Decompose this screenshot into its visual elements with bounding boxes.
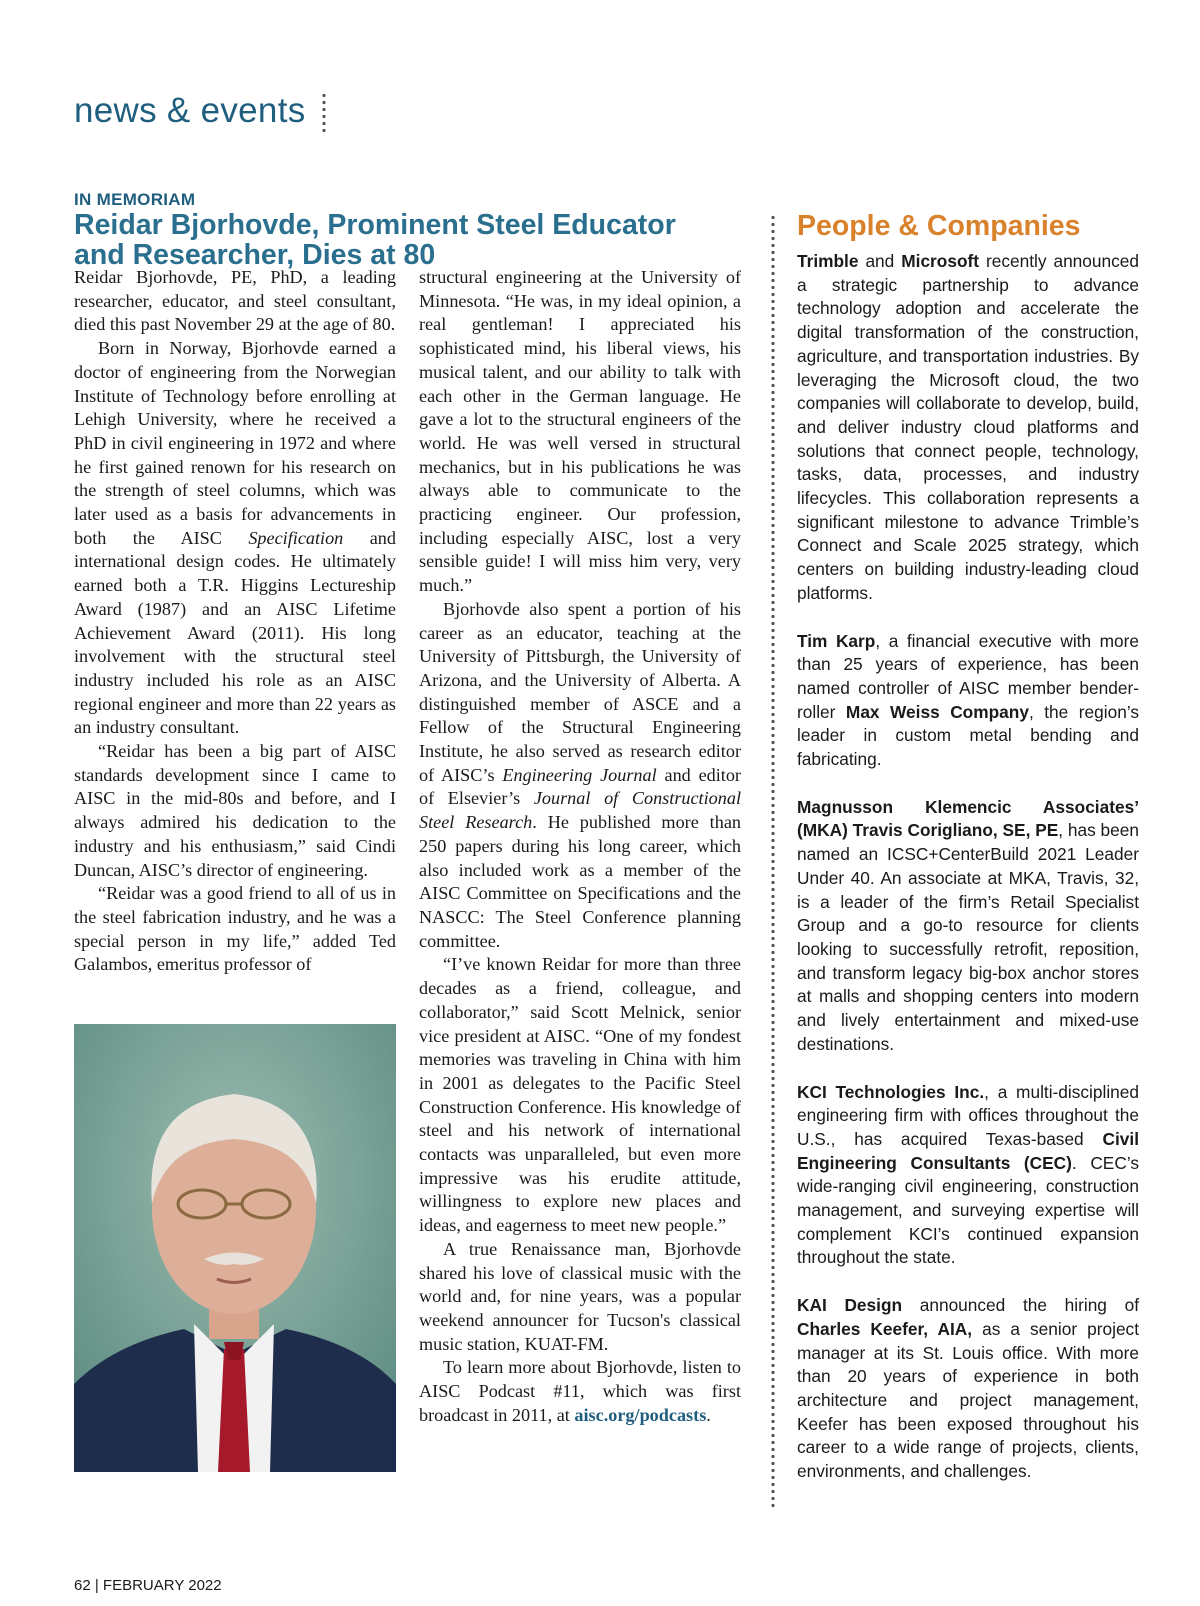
article-headline: Reidar Bjorhovde, Prominent Steel Educator and Researcher, Dies at 80 <box>74 209 676 271</box>
sidebar-item: KCI Technologies Inc., a multi-disciplined engineering firm with offices throughout the U.S., has acquired Texas-based Civil Engineering Consultants (CEC). CEC’s wide-ranging civil engineering, construction management, and surveying expertise will complement KCI’s continued expansion throughout the state. <box>797 1081 1139 1268</box>
section-dots-divider <box>322 92 326 136</box>
article-paragraph: A true Renaissance man, Bjorhovde shared his love of classical music with the world and, for nine years, was a popular weekend announcer for Tucson's classical music station, KUAT-FM. <box>419 1238 741 1354</box>
article-paragraph: “Reidar has been a big part of AISC standards development since I came to AISC in the mid-80s and before, and I always admired his dedication to the industry and his enthusiasm,” said Cindi Duncan, AISC’s director of engineering. <box>74 741 396 880</box>
portrait-illustration <box>74 1024 396 1472</box>
podcasts-link[interactable]: aisc.org/podcasts <box>574 1404 707 1425</box>
sidebar-title: People & Companies <box>797 210 1081 242</box>
section-header <box>74 88 326 140</box>
page-footer <box>74 1577 222 1594</box>
sidebar-item: Tim Karp, a financial executive with more than 25 years of experience, has been named controller of AISC member bender-roller Max Weiss Company, the region’s leader in custom metal bending and fabricating. <box>797 630 1140 770</box>
article-kicker: IN MEMORIAM <box>74 190 196 209</box>
people-companies-sidebar <box>797 208 1139 1508</box>
article-paragraph: “Reidar was a good friend to all of us in the steel fabrication industry, and he was a special person in my life,” added Ted Galambos, emeritus professor of <box>74 883 396 975</box>
article-paragraph: “I’ve known Reidar for more than three decades as a friend, colleague, and collaborator,” said Scott Melnick, senior vice president at AISC. “One of my fondest memories was traveling in China with him in 2001 as delegates to the Pacific Steel Construction Conference. His knowledge of steel and his network of international contacts was unparalleled, but even more impressive was his erudite attitude, willingness to explore new places and ideas, and eagerness to meet new people.” <box>419 954 741 1236</box>
article-paragraph: Born in Norway, Bjorhovde earned a doctor of engineering from the Norwegian Institute of Technology before enrolling at Lehigh University, where he received a PhD in civil engineering in 1972 and where he first gained renown for his research on the strength of steel columns, which was later used as a basis for advancements in both the AISC Specification and international design codes. He ultimately earned both a T.R. Higgins Lectureship Award (1987) and an AISC Lifetime Achievement Award (2011). His long involvement with the structural steel industry included his role as an AISC regional engineer and more than 22 years as an industry consultant. <box>74 338 396 738</box>
sidebar-item: KAI Design announced the hiring of Charles Keefer, AIA, as a senior project manager at its St. Louis office. With more than 20 years of experience in both architecture and project management, Keefer has been exposed throughout his career to a wide range of projects, clients, environments, and challenges. <box>797 1295 1139 1482</box>
sidebar-item: Magnusson Klemencic Associates’ (MKA) Travis Corigliano, SE, PE, has been named an ICSC+CenterBuild 2021 Leader Under 40. An associate at MKA, Travis, 32, is a leader of the firm’s Retail Specialist Group and a go-to resource for clients looking to successfully retrofit, reposition, and transform legacy big-box anchor stores at malls and shopping centers into modern and lively entertainment and mixed-use destinations. <box>797 796 1139 1054</box>
portrait-photo <box>74 1024 396 1472</box>
article-paragraph: structural engineering at the University of Minnesota. “He was, in my ideal opinion, a real gentleman! I appreciated his sophisticated mind, his liberal views, his musical talent, and our ability to talk with each other in the German language. He gave a lot to the structural engineers of the world. He was well versed in structural mechanics, but in his publications he was always able to communicate to the practicing engineer. Our profession, including especially AISC, lost a very sensible guide! I will miss him very, very much.” <box>419 267 741 596</box>
article-paragraph: Reidar Bjorhovde, PE, PhD, a leading researcher, educator, and steel consultant, died this past November 29 at the age of 80. <box>74 267 396 335</box>
column-dots-divider <box>771 214 775 1508</box>
footer-separator: | <box>90 1577 103 1594</box>
article-paragraph: To learn more about Bjorhovde, listen to AISC Podcast #11, which was first broadcast in 2011, at aisc.org/podcasts. <box>419 1357 741 1425</box>
sidebar-item: Trimble and Microsoft recently announced a strategic partnership to advance technology adoption and accelerate the digital transformation of the construction, agriculture, and transportation industries. By leveraging the Microsoft cloud, the two companies will collaborate to develop, build, and deliver industry cloud platforms and solutions that connect people, technology, tasks, data, processes, and industry lifecycles. This collaboration represents a significant milestone to advance Trimble’s Connect and Scale 2025 strategy, which centers on building industry-leading cloud platforms. <box>797 251 1139 603</box>
page-number: 62 <box>74 1577 91 1594</box>
article-column-1 <box>74 266 396 977</box>
article-column-2 <box>419 266 741 1427</box>
section-title: news & events <box>74 91 306 130</box>
issue-date: FEBRUARY 2022 <box>102 1577 222 1594</box>
article-paragraph: Bjorhovde also spent a portion of his career as an educator, teaching at the University of Pittsburgh, the University of Arizona, and the University of Alberta. A distinguished member of ASCE and a Fellow of the Structural Engineering Institute, he also served as research editor of AISC’s Engineering Journal and editor of Elsevier’s Journal of Constructional Steel Research. He published more than 250 papers during his long career, which also included work as a member of the AISC Committee on Specifications and the NASCC: The Steel Conference planning committee. <box>419 598 741 951</box>
